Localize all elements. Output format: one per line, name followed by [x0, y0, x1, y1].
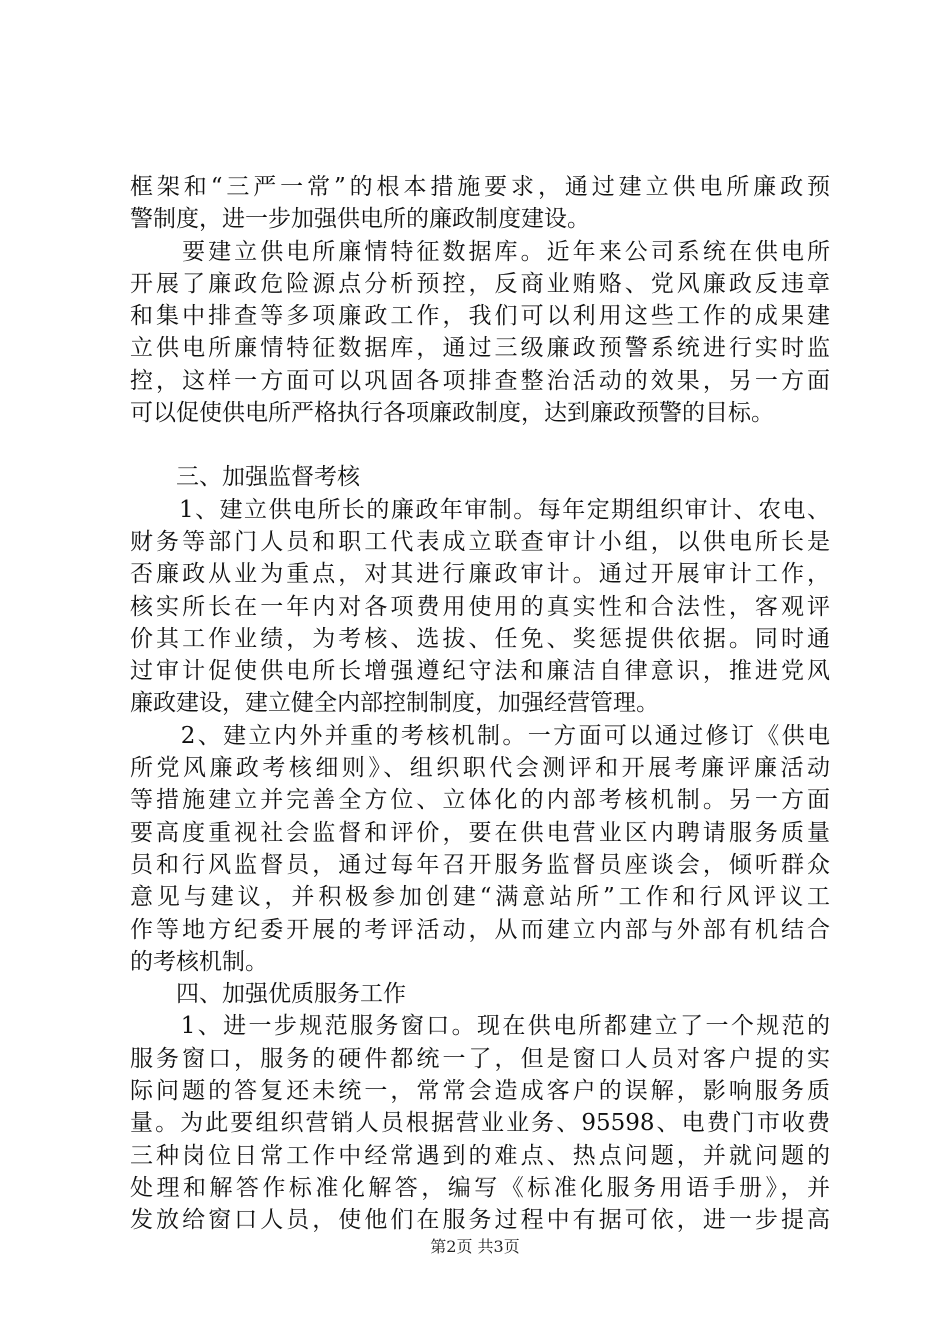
section-heading: 三、加强监督考核: [130, 464, 360, 491]
text-line: 等措施建立并完善全方位、立体化的内部考核机制。另一方面: [130, 787, 830, 814]
text-line: 可以促使供电所严格执行各项廉政制度，达到廉政预警的目标。: [130, 400, 774, 427]
text-line: 开展了廉政危险源点分析预控，反商业贿赂、党风廉政反违章: [130, 270, 830, 297]
text-line: 服务窗口，服务的硬件都统一了，但是窗口人员对客户提的实: [130, 1045, 830, 1072]
text-line: 作等地方纪委开展的考评活动，从而建立内部与外部有机结合: [130, 916, 830, 943]
text-line: 财务等部门人员和职工代表成立联查审计小组，以供电所长是: [130, 528, 830, 555]
text-line: 价其工作业绩，为考核、选拔、任免、奖惩提供依据。同时通: [130, 625, 830, 652]
text-line: 和集中排查等多项廉政工作，我们可以利用这些工作的成果建: [130, 303, 830, 330]
document-body: [130, 171, 830, 1237]
text-line: 过审计促使供电所长增强遵纪守法和廉洁自律意识，推进党风: [130, 658, 830, 685]
text-line: 1、进一步规范服务窗口。现在供电所都建立了一个规范的: [130, 1013, 830, 1040]
text-line: 所党风廉政考核细则》、组织职代会测评和开展考廉评廉活动: [130, 755, 830, 782]
text-line: 意见与建议，并积极参加创建“满意站所”工作和行风评议工: [130, 884, 830, 911]
text-line: 框架和“三严一常”的根本措施要求，通过建立供电所廉政预: [130, 174, 830, 200]
text-line: 核实所长在一年内对各项费用使用的真实性和合法性，客观评: [130, 593, 830, 620]
text-line: 警制度，进一步加强供电所的廉政制度建设。: [130, 206, 590, 233]
text-line: 处理和解答作标准化解答，编写《标准化服务用语手册》，并: [130, 1174, 830, 1201]
text-line: 立供电所廉情特征数据库，通过三级廉政预警系统进行实时监: [130, 335, 830, 362]
text-line: 1、建立供电所长的廉政年审制。每年定期组织审计、农电、: [130, 496, 830, 523]
text-line: 控，这样一方面可以巩固各项排查整治活动的效果，另一方面: [130, 367, 830, 394]
text-line: 际问题的答复还未统一，常常会造成客户的误解，影响服务质: [130, 1078, 830, 1105]
text-line: 三种岗位日常工作中经常遇到的难点、热点问题，并就问题的: [130, 1142, 830, 1169]
text-line: 廉政建设，建立健全内部控制制度，加强经营管理。: [130, 690, 659, 717]
section-heading: 四、加强优质服务工作: [130, 981, 406, 1008]
text-line: 员和行风监督员，通过每年召开服务监督员座谈会，倾听群众: [130, 851, 830, 878]
text-line: 的考核机制。: [130, 948, 268, 975]
text-line: 2、建立内外并重的考核机制。一方面可以通过修订《供电: [130, 722, 830, 749]
text-line: 量。为此要组织营销人员根据营业业务、95598、电费门市收费: [130, 1110, 830, 1137]
text-line: 要高度重视社会监督和评价，要在供电营业区内聘请服务质量: [130, 819, 830, 846]
text-line: 要建立供电所廉情特征数据库。近年来公司系统在供电所: [130, 238, 830, 265]
page-footer: 第2页 共3页: [430, 1237, 520, 1256]
paragraph-gap: [130, 429, 830, 461]
text-line: 发放给窗口人员，使他们在服务过程中有据可依，进一步提高: [130, 1207, 830, 1234]
text-line: 否廉政从业为重点，对其进行廉政审计。通过开展审计工作，: [130, 561, 830, 588]
